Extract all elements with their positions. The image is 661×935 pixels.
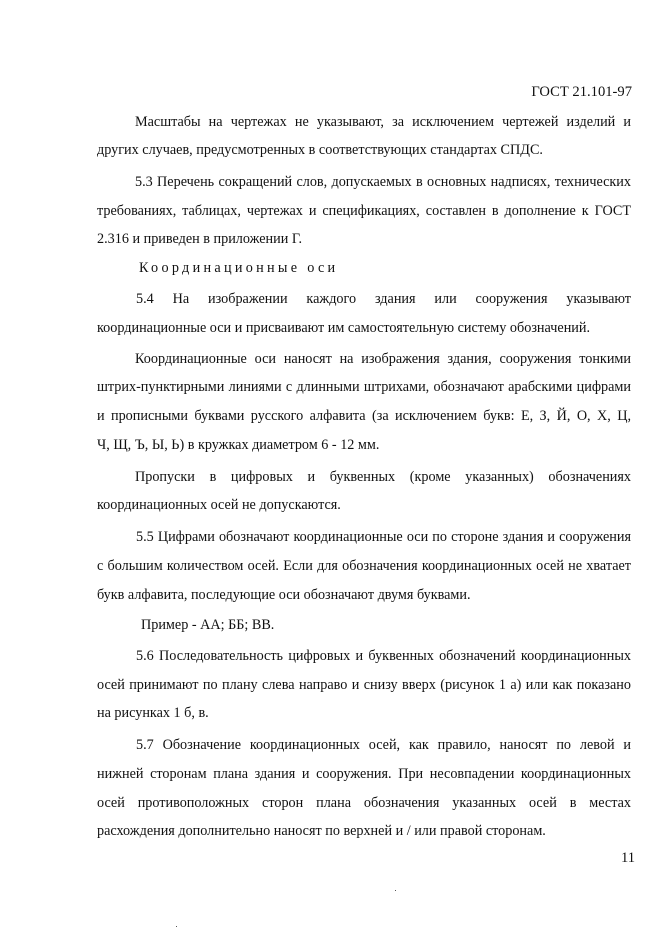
example-line: Пример - АА; ББ; ВВ. [141,617,275,633]
page-number: 11 [621,850,636,866]
text-line-22: 5.7 Обозначение координационных осей, как правило, наносят по левой и [136,737,631,753]
text-line-1: Масштабы на чертежах не указывают, за исключением чертежей изделий и [135,114,631,130]
text-line-15: 5.5 Цифрами обозначают координационные оси по стороне здания и сооружения [136,529,631,545]
text-line-12: Ч, Щ, Ъ, Ы, Ь) в кружках диаметром 6 - 12 мм. [97,437,380,453]
text-line-19: 5.6 Последовательность цифровых и буквенных обозначений координационных [136,648,631,664]
text-line-5: 2.316 и приведен в приложении Г. [97,231,302,247]
text-line-11: и прописными буквами русского алфавита (за исключением букв: Е, З, Й, О, Х, Ц, [97,408,631,424]
text-line-3: 5.3 Перечень сокращений слов, допускаемых в основных надписях, технических [135,174,631,190]
text-line-7: 5.4 На изображении каждого здания или сооружения указывают [136,291,631,307]
text-line-10: штрих-пунктирными линиями с длинными штрихами, обозначают арабскими цифрами [97,379,631,395]
text-line-13: Пропуски в цифровых и буквенных (кроме указанных) обозначениях [135,469,631,485]
text-line-24: осей противоположных сторон плана обозначения указанных осей в местах [97,795,631,811]
text-line-25: расхождения дополнительно наносят по верхней и / или правой сторонам. [97,823,546,839]
section-heading: Координационные оси [139,260,339,276]
text-line-20: осей принимают по плану слева направо и снизу вверх (рисунок 1 а) или как показано [97,677,631,693]
text-line-4: требованиях, таблицах, чертежах и спецификациях, составлен в дополнение к ГОСТ [97,203,631,219]
text-line-8: координационные оси и присваивают им самостоятельную систему обозначений. [97,320,591,336]
text-line-17: букв алфавита, последующие оси обозначают двумя буквами. [97,587,471,603]
text-line-2: других случаев, предусмотренных в соответствующих стандартах СПДС. [97,142,543,158]
text-line-9: Координационные оси наносят на изображения здания, сооружения тонкими [135,351,631,367]
text-line-14: координационных осей не допускаются. [97,497,341,513]
text-line-21: на рисунках 1 б, в. [97,705,209,721]
scan-speck [176,926,177,927]
text-line-16: с большим количеством осей. Если для обозначения координационных осей не хватает [97,558,631,574]
scan-speck [395,890,396,891]
text-line-23: нижней сторонам плана здания и сооружения. При несовпадении координационных [97,766,631,782]
document-code-header: ГОСТ 21.101-97 [531,84,632,100]
